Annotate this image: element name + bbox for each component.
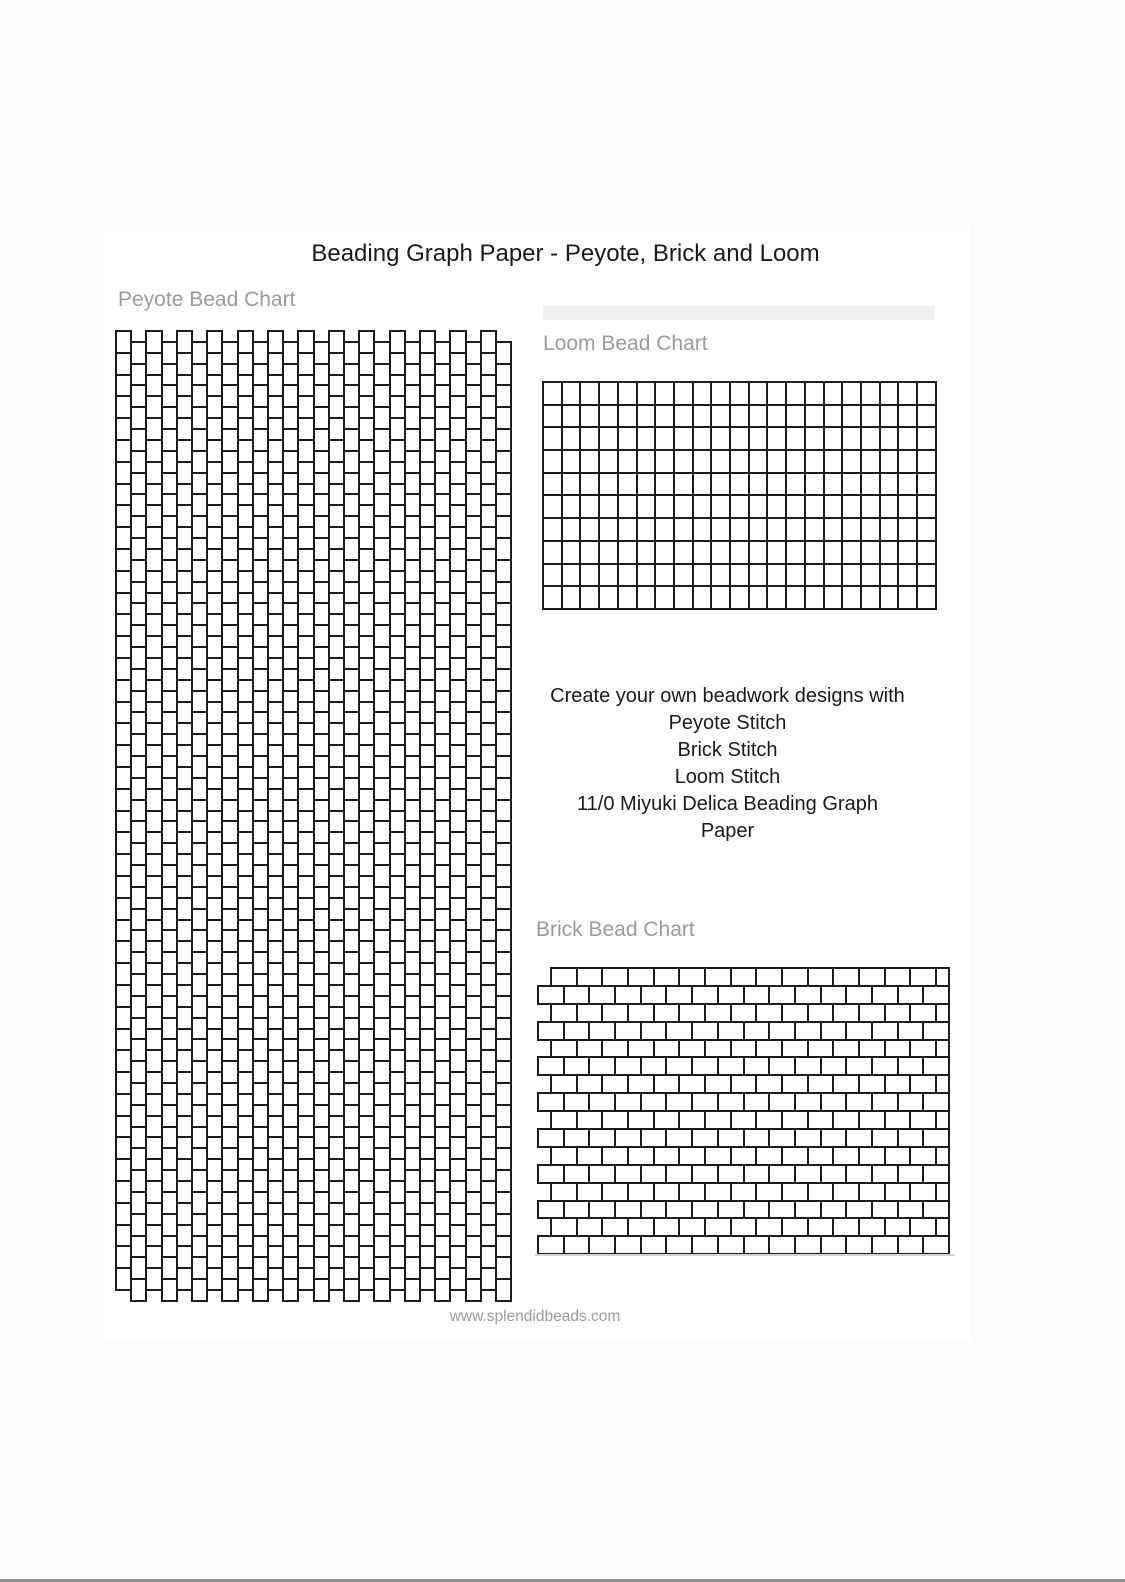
bead-cell [654,381,675,406]
bead-cell [743,1235,771,1255]
bead-cell [495,515,512,539]
bead-cell [729,585,750,610]
bead-cell [495,908,512,932]
bead-cell [579,449,600,474]
brick-chart-label: Brick Bead Chart [536,918,695,941]
bead-cell [495,1235,512,1259]
bead-cell [860,404,881,429]
loom-row [542,540,937,565]
bead-cell [897,540,918,565]
bead-cell [636,494,657,519]
bead-cell [542,494,563,519]
bead-cell [729,494,750,519]
bead-cell [542,426,563,451]
bead-cell [495,973,512,997]
bead-cell [579,426,600,451]
bead-cell [710,426,731,451]
bead-cell [495,711,512,735]
bead-cell [841,517,862,542]
bead-cell [495,1038,512,1062]
bead-cell [766,472,787,497]
description-line: Peyote Stitch [668,712,787,734]
bead-cell [654,472,675,497]
page-title: Beading Graph Paper - Peyote, Brick and Loom [311,240,820,267]
bead-cell [710,404,731,429]
bead-cell [748,404,769,429]
bead-cell [841,563,862,588]
bead-cell [692,494,713,519]
bead-cell [692,540,713,565]
bead-cell [823,585,844,610]
bead-cell [804,563,825,588]
bead-cell [748,540,769,565]
bead-cell [636,563,657,588]
bead-cell [710,472,731,497]
bead-cell [916,585,937,610]
bead-cell [495,799,512,823]
bead-cell [748,472,769,497]
bead-cell [804,472,825,497]
bead-cell [640,1235,668,1255]
bead-cell [710,585,731,610]
bead-cell [495,842,512,866]
bead-cell [636,517,657,542]
bead-cell [804,449,825,474]
bead-cell [495,1082,512,1106]
description-line: Create your own beadwork designs with [550,685,905,707]
bead-cell [495,929,512,953]
bead-cell [561,563,582,588]
bead-cell [860,381,881,406]
bead-cell [692,563,713,588]
bead-cell [561,404,582,429]
bead-cell [579,472,600,497]
bead-cell [823,517,844,542]
bead-cell [897,585,918,610]
bead-cell [495,820,512,844]
bead-cell [579,563,600,588]
bead-cell [785,449,806,474]
bead-cell [916,540,937,565]
bead-cell [766,381,787,406]
bead-cell [710,517,731,542]
bead-cell [654,404,675,429]
bead-cell [542,517,563,542]
bead-cell [636,426,657,451]
bead-cell [617,563,638,588]
bead-cell [495,493,512,517]
bead-cell [785,381,806,406]
bead-cell [823,494,844,519]
bead-cell [598,449,619,474]
bead-cell [673,449,694,474]
bead-cell [654,449,675,474]
loom-row [542,585,937,610]
bead-cell [710,540,731,565]
bead-cell [673,404,694,429]
bead-cell [692,517,713,542]
bead-cell [748,517,769,542]
loom-row [542,494,937,519]
bead-cell [561,426,582,451]
bead-cell [654,517,675,542]
bead-cell [673,426,694,451]
bead-cell [879,585,900,610]
bead-cell [561,472,582,497]
bead-cell [897,472,918,497]
bead-cell [537,1235,565,1255]
bead-cell [879,426,900,451]
bead-cell [579,381,600,406]
bead-cell [617,381,638,406]
bead-cell [561,449,582,474]
bead-cell [495,886,512,910]
bead-cell [916,494,937,519]
bead-cell [542,472,563,497]
bead-cell [542,563,563,588]
bead-cell [588,1235,616,1255]
bead-cell [897,1235,925,1255]
bead-cell [823,540,844,565]
website-url: www.splendidbeads.com [449,1308,621,1325]
bead-cell [692,426,713,451]
bead-cell [916,426,937,451]
brick-bead-chart [537,967,950,1255]
bead-cell [823,381,844,406]
bead-cell [673,563,694,588]
bead-cell [495,1017,512,1041]
bead-cell [766,494,787,519]
bead-cell [495,777,512,801]
bead-cell [748,494,769,519]
bead-cell [495,450,512,474]
bead-cell [692,381,713,406]
bead-cell [654,426,675,451]
bead-cell [617,426,638,451]
bead-cell [804,404,825,429]
bead-cell [879,381,900,406]
bead-cell [710,494,731,519]
bead-cell [729,540,750,565]
bead-cell [841,404,862,429]
bead-cell [495,733,512,757]
bead-cell [495,1213,512,1237]
loom-chart-label: Loom Bead Chart [543,332,708,355]
bead-cell [495,581,512,605]
bead-cell [717,1235,745,1255]
bead-cell [729,426,750,451]
bead-cell [804,426,825,451]
bead-cell [673,517,694,542]
bead-cell [598,381,619,406]
bead-cell [495,363,512,387]
bead-cell [748,563,769,588]
bead-cell [617,472,638,497]
bead-cell [804,494,825,519]
bead-cell [860,540,881,565]
bead-cell [579,585,600,610]
bead-cell [794,1235,822,1255]
bead-cell [673,472,694,497]
bead-cell [495,668,512,692]
bead-cell [860,563,881,588]
bead-cell [785,426,806,451]
bead-cell [785,404,806,429]
bead-cell [785,563,806,588]
bead-cell [542,404,563,429]
bead-cell [495,472,512,496]
bead-cell [823,404,844,429]
bead-cell [692,449,713,474]
bead-cell [673,494,694,519]
bead-cell [561,540,582,565]
bead-cell [579,540,600,565]
bead-cell [654,563,675,588]
bead-cell [871,1235,899,1255]
bead-cell [841,381,862,406]
bead-cell [922,1235,950,1255]
bead-cell [748,449,769,474]
bead-cell [729,563,750,588]
bead-cell [729,381,750,406]
bead-cell [495,951,512,975]
bead-cell [804,585,825,610]
description-line: 11/0 Miyuki Delica Beading Graph [577,793,878,815]
bead-cell [785,517,806,542]
peyote-column [495,341,512,1302]
bead-cell [636,404,657,429]
bead-cell [845,1235,873,1255]
bead-cell [748,426,769,451]
description-line: Brick Stitch [677,739,778,761]
bead-cell [542,381,563,406]
bead-cell [561,381,582,406]
bead-cell [495,384,512,408]
bead-cell [495,602,512,626]
bead-cell [598,494,619,519]
bead-cell [768,1235,796,1255]
bead-cell [691,1235,719,1255]
bead-cell [617,449,638,474]
bead-cell [636,472,657,497]
bead-cell [495,755,512,779]
bead-cell [495,537,512,561]
peyote-chart-label: Peyote Bead Chart [118,288,296,311]
bead-cell [495,1060,512,1084]
bead-cell [563,1235,591,1255]
bead-cell [916,449,937,474]
bead-cell [804,540,825,565]
bead-cell [710,563,731,588]
bead-cell [673,381,694,406]
bead-cell [598,426,619,451]
bead-cell [823,563,844,588]
bead-cell [916,404,937,429]
bead-cell [561,494,582,519]
bead-cell [897,563,918,588]
bead-cell [495,995,512,1019]
bead-cell [636,585,657,610]
bead-cell [879,494,900,519]
bead-cell [542,449,563,474]
bead-cell [879,540,900,565]
bead-cell [916,517,937,542]
bead-cell [785,585,806,610]
bead-cell [598,563,619,588]
bead-cell [860,517,881,542]
bead-cell [823,426,844,451]
loom-row [542,472,937,497]
bead-cell [495,428,512,452]
bead-cell [495,1147,512,1171]
description-line: Paper [700,820,755,842]
bead-cell [766,404,787,429]
bead-cell [495,341,512,365]
bead-cell [823,472,844,497]
loom-row [542,449,937,474]
bead-cell [495,1169,512,1193]
bead-cell [579,494,600,519]
bead-cell [841,426,862,451]
bead-cell [495,690,512,714]
bead-cell [729,472,750,497]
bead-cell [785,540,806,565]
bead-cell [766,540,787,565]
bead-cell [495,1126,512,1150]
bead-cell [617,404,638,429]
bead-cell [841,494,862,519]
description-line: Loom Stitch [674,766,781,788]
bead-cell [916,381,937,406]
bead-cell [785,472,806,497]
bead-cell [748,381,769,406]
bead-cell [654,585,675,610]
bead-cell [636,381,657,406]
bead-cell [692,472,713,497]
bead-cell [841,540,862,565]
bead-cell [617,517,638,542]
bead-cell [729,449,750,474]
bead-cell [654,494,675,519]
bead-cell [841,585,862,610]
bead-cell [879,449,900,474]
bead-cell [748,585,769,610]
bead-cell [860,494,881,519]
bead-cell [561,585,582,610]
loom-row [542,426,937,451]
bead-cell [820,1235,848,1255]
loom-row [542,404,937,429]
bead-cell [665,1235,693,1255]
bead-cell [598,472,619,497]
bead-cell [617,494,638,519]
bead-cell [579,404,600,429]
bead-cell [766,563,787,588]
description-text [520,683,935,845]
bead-cell [710,449,731,474]
bead-cell [692,404,713,429]
bead-cell [673,540,694,565]
bead-cell [766,585,787,610]
bead-cell [916,563,937,588]
bead-cell [841,449,862,474]
bead-cell [495,646,512,670]
bead-cell [495,1278,512,1302]
bead-cell [579,517,600,542]
bead-cell [823,449,844,474]
loom-bead-chart [542,381,937,610]
bead-cell [766,426,787,451]
bead-cell [636,449,657,474]
bead-cell [495,1104,512,1128]
bead-cell [897,517,918,542]
bead-cell [617,540,638,565]
bead-cell [897,449,918,474]
loom-row [542,563,937,588]
bead-cell [897,426,918,451]
bead-cell [654,540,675,565]
bead-cell [692,585,713,610]
loom-row [542,381,937,406]
bead-cell [766,517,787,542]
bead-cell [710,381,731,406]
bead-cell [617,585,638,610]
peyote-bead-chart [115,330,515,1315]
bead-cell [729,404,750,429]
bead-cell [841,472,862,497]
bead-cell [495,624,512,648]
bead-cell [879,472,900,497]
bead-cell [598,404,619,429]
bead-cell [598,517,619,542]
bead-cell [897,404,918,429]
bead-cell [860,585,881,610]
bead-cell [879,404,900,429]
bead-cell [495,864,512,888]
bead-cell [860,426,881,451]
bead-cell [729,517,750,542]
loom-section-band [543,306,935,320]
bead-cell [598,540,619,565]
bead-cell [766,449,787,474]
bead-cell [897,381,918,406]
bead-cell [495,406,512,430]
bead-cell [673,585,694,610]
bead-cell [804,517,825,542]
bead-cell [598,585,619,610]
loom-row [542,517,937,542]
bead-cell [879,517,900,542]
brick-row [537,1235,950,1255]
bead-cell [495,1256,512,1280]
bead-cell [804,381,825,406]
bead-cell [614,1235,642,1255]
bead-cell [916,472,937,497]
bead-cell [495,559,512,583]
bead-cell [860,449,881,474]
bead-cell [495,1191,512,1215]
bead-cell [785,494,806,519]
bead-cell [542,585,563,610]
bead-cell [542,540,563,565]
bead-cell [561,517,582,542]
bead-cell [636,540,657,565]
bead-cell [860,472,881,497]
section-divider-line [535,1254,955,1256]
bead-cell [879,563,900,588]
bead-cell [897,494,918,519]
